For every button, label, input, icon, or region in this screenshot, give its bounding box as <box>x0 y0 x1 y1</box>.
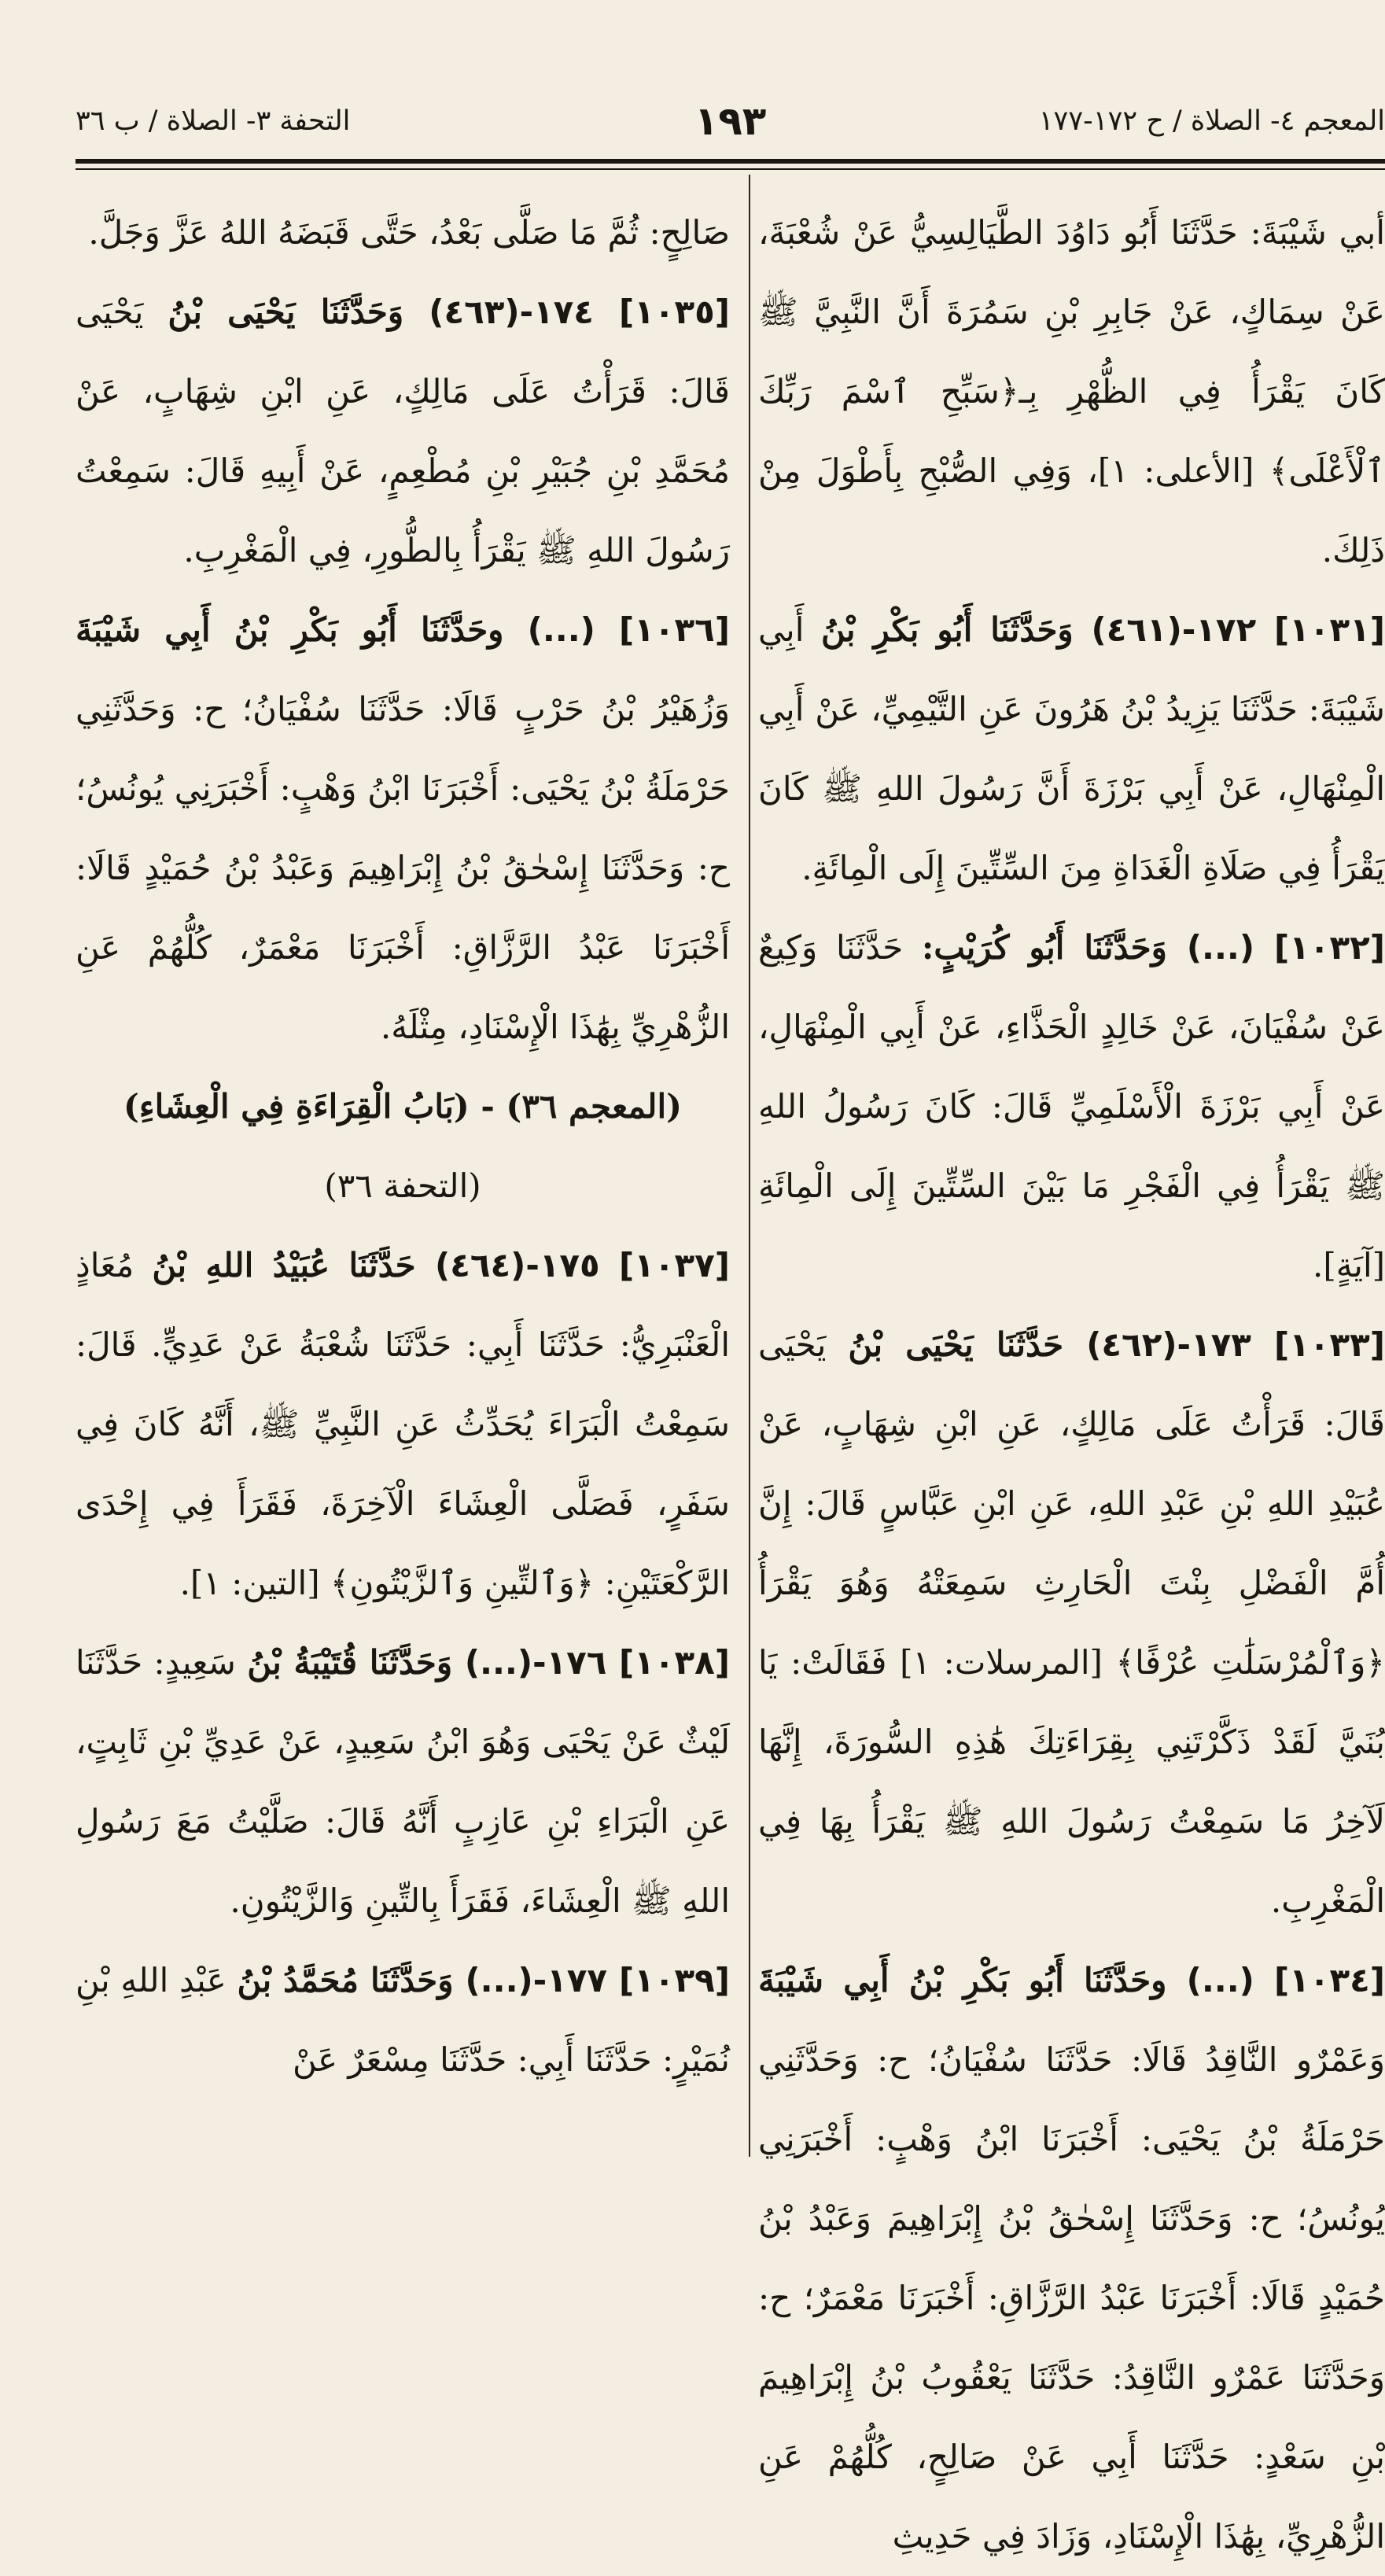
tuhfa-heading: (التحفة ٣٦) <box>324 1166 481 1205</box>
column-divider <box>749 175 750 2157</box>
hadith-number: [١٠٣٢] (...) <box>1186 928 1385 967</box>
hadith-number: [١٠٣١] ١٧٢-(٤٦١) <box>1091 610 1385 649</box>
hadith-lead: وحَدَّثَنَا أَبُو بَكْرِ بْنُ أَبِي شَيْبَةَ <box>76 610 528 649</box>
hadith-text: يَحْيَى قَالَ: قَرَأْتُ عَلَى مَالِكٍ، عَنِ ابْنِ شِهَابٍ، عَنْ مُحَمَّدِ بْنِ جُبَيْرِ بْنِ مُطْعِمٍ، عَنْ أَبِيهِ قَالَ: سَمِعْتُ رَسُولَ اللهِ ﷺ يَقْرَأُ بِالطُّورِ، فِي الْمَغْرِبِ. <box>76 293 730 569</box>
hadith-lead: وَحَدَّثَنَا مُحَمَّدُ بْنُ <box>237 1961 466 1999</box>
hadith-paragraph <box>76 272 730 590</box>
right-column <box>758 193 1385 2556</box>
page-number: ١٩٣ <box>694 98 767 144</box>
hadith-lead: وحَدَّثَنَا أَبُو بَكْرِ بْنُ أَبِي شَيْبَةَ <box>758 1961 1187 1999</box>
header-rule-thick <box>76 159 1385 164</box>
hadith-paragraph <box>758 1940 1385 2576</box>
hadith-paragraph <box>76 1940 730 2099</box>
hadith-text: مُعَاذٍ الْعَنْبَرِيُّ: حَدَّثَنَا أَبِي: حَدَّثَنَا شُعْبَةُ عَنْ عَدِيٍّ. قَالَ: سَمِعْتُ الْبَرَاءَ يُحَدِّثُ عَنِ النَّبِيِّ ﷺ، أَنَّهُ كَانَ فِي سَفَرٍ، فَصَلَّى الْعِشَاءَ الْآخِرَةَ، فَقَرَأَ فِي إِحْدَى الرَّكْعَتَيْنِ: ﴿وَٱلتِّينِ وَٱلزَّيْتُونِ﴾ [التين: ١]. <box>76 1246 730 1602</box>
hadith-paragraph <box>76 590 730 1067</box>
hadith-lead: حَدَّثَنَا عُبَيْدُ اللهِ بْنُ <box>152 1246 436 1284</box>
hadith-number: [١٠٣٧] ١٧٥-(٤٦٤) <box>435 1246 730 1284</box>
hadith-text: وَعَمْرٌو النَّاقِدُ قَالَا: حَدَّثَنَا سُفْيَانُ؛ ح: وَحَدَّثَنِي حَرْمَلَةُ بْنُ يَحْيَى: أَخْبَرَنَا ابْنُ وَهْبٍ: أَخْبَرَنِي يُونُسُ؛ ح: وَحَدَّثَنَا إِسْحٰقُ بْنُ إِبْرَاهِيمَ وَعَبْدُ بْنُ حُمَيْدٍ قَالَا: أَخْبَرَنَا عَبْدُ الرَّزَّاقِ: أَخْبَرَنَا مَعْمَرٌ؛ ح: وَحَدَّثَنَا عَمْرٌو النَّاقِدُ: حَدَّثَنَا يَعْقُوبُ بْنُ إِبْرَاهِيمَ بْنِ سَعْدٍ: حَدَّثَنَا أَبِي عَنْ صَالِحٍ، كُلُّهُمْ عَنِ الزُّهْرِيِّ، بِهَٰذَا الْإِسْنَادِ، وَزَادَ فِي حَدِيثِ <box>758 2040 1385 2556</box>
continuation-text: صَالِحٍ: ثُمَّ مَا صَلَّى بَعْدُ، حَتَّى قَبَضَهُ اللهُ عَزَّ وَجَلَّ. <box>88 213 730 252</box>
hadith-lead: وَحَدَّثَنَا أَبُو كُرَيْبٍ: <box>921 928 1187 967</box>
left-column <box>76 193 730 2151</box>
hadith-lead: وَحَدَّثَنَا قُتَيْبَةُ بْنُ <box>247 1643 465 1682</box>
hadith-number: [١٠٣٥] ١٧٤-(٤٦٣) <box>429 293 730 331</box>
hadith-paragraph <box>76 1225 730 1623</box>
hadith-lead: وَحَدَّثَنَا يَحْيَى بْنُ <box>168 293 429 331</box>
hadith-number: [١٠٣٦] (...) <box>527 610 730 649</box>
hadith-number: [١٠٣٤] (...) <box>1186 1961 1385 1999</box>
hadith-lead: حَدَّثَنَا يَحْيَى بْنُ <box>848 1325 1087 1364</box>
hadith-lead: وَحَدَّثَنَا أَبُو بَكْرِ بْنُ <box>820 610 1092 649</box>
header-right-reference: المعجم ٤- الصلاة / ح ١٧٢-١٧٧ <box>1038 105 1385 137</box>
hadith-text: حَدَّثَنَا وَكِيعٌ عَنْ سُفْيَانَ، عَنْ خَالِدٍ الْحَذَّاءِ، عَنْ أَبِي الْمِنْهَالِ، عَنْ أَبِي بَرْزَةَ الْأَسْلَمِيِّ قَالَ: كَانَ رَسُولُ اللهِ ﷺ يَقْرَأُ فِي الْفَجْرِ مَا بَيْنَ السِّتِّينَ إِلَى الْمِائَةِ [آيَةٍ]. <box>758 928 1385 1284</box>
hadith-paragraph <box>758 1305 1385 1940</box>
running-header <box>76 93 1385 149</box>
hadith-number: [١٠٣٩] ١٧٧-(...) <box>465 1961 730 1999</box>
header-left-reference: التحفة ٣- الصلاة / ب ٣٦ <box>76 105 351 137</box>
continuation-text: أبي شَيْبَةَ: حَدَّثَنَا أَبُو دَاوُدَ الطَّيَالِسِيُّ عَنْ شُعْبَةَ، عَنْ سِمَاكٍ، عَنْ جَابِرِ بْنِ سَمُرَةَ أَنَّ النَّبِيَّ ﷺ كَانَ يَقْرَأُ فِي الظُّهْرِ بِـ﴿سَبِّحِ ٱسْمَ رَبِّكَ ٱلْأَعْلَى﴾ [الأعلى: ١]، وَفِي الصُّبْحِ بِأَطْوَلَ مِنْ ذَلِكَ. <box>758 213 1385 569</box>
hadith-paragraph <box>758 908 1385 1305</box>
chapter-heading: (المعجم ٣٦) - (بَابُ الْقِرَاءَةِ فِي الْعِشَاءِ) <box>123 1087 683 1126</box>
hadith-text: وَزُهَيْرُ بْنُ حَرْبٍ قَالَا: حَدَّثَنَا سُفْيَانُ؛ ح: وَحَدَّثَنِي حَرْمَلَةُ بْنُ يَحْيَى: أَخْبَرَنَا ابْنُ وَهْبٍ: أَخْبَرَنِي يُونُسُ؛ ح: وَحَدَّثَنَا إِسْحٰقُ بْنُ إِبْرَاهِيمَ وَعَبْدُ بْنُ حُمَيْدٍ قَالَا: أَخْبَرَنَا عَبْدُ الرَّزَّاقِ: أَخْبَرَنَا مَعْمَرٌ، كُلُّهُمْ عَنِ الزُّهْرِيِّ بِهَٰذَا الْإِسْنَادِ، مِثْلَهُ. <box>76 690 730 1046</box>
hadith-text: عَبْدِ اللهِ بْنِ نُمَيْرٍ: حَدَّثَنَا أَبِي: حَدَّثَنَا مِسْعَرٌ عَنْ <box>76 1961 730 2079</box>
hadith-paragraph <box>76 1623 730 1940</box>
hadith-number: [١٠٣٨] ١٧٦-(...) <box>464 1643 730 1682</box>
hadith-text: سَعِيدٍ: حَدَّثَنَا لَيْثٌ عَنْ يَحْيَى وَهُوَ ابْنُ سَعِيدٍ، عَنْ عَدِيِّ بْنِ ثَابِتٍ، عَنِ الْبَرَاءِ بْنِ عَازِبٍ أَنَّهُ قَالَ: صَلَّيْتُ مَعَ رَسُولِ اللهِ ﷺ الْعِشَاءَ، فَقَرَأَ بِالتِّينِ وَالزَّيْتُونِ. <box>76 1643 730 1920</box>
header-rule-thin <box>76 168 1385 170</box>
hadith-text: أَبِي شَيْبَةَ: حَدَّثَنَا يَزِيدُ بْنُ هَرُونَ عَنِ التَّيْمِيِّ، عَنْ أَبِي الْمِنْهَالِ، عَنْ أَبِي بَرْزَةَ أَنَّ رَسُولَ اللهِ ﷺ كَانَ يَقْرَأُ فِي صَلَاةِ الْغَدَاةِ مِنَ السِّتِّينَ إِلَى الْمِائَةِ. <box>758 610 1385 887</box>
hadith-paragraph <box>758 590 1385 908</box>
hadith-number: [١٠٣٣] ١٧٣-(٤٦٢) <box>1086 1325 1385 1364</box>
hadith-text: يَحْيَى قَالَ: قَرَأْتُ عَلَى مَالِكٍ، عَنِ ابْنِ شِهَابٍ، عَنْ عُبَيْدِ اللهِ بْنِ عَبْدِ اللهِ، عَنِ ابْنِ عَبَّاسٍ قَالَ: إِنَّ أُمَّ الْفَضْلِ بِنْتَ الْحَارِثِ سَمِعَتْهُ وَهُوَ يَقْرَأُ ﴿وَٱلْمُرْسَلَٰتِ عُرْفًا﴾ [المرسلات: ١] فَقَالَتْ: يَا بُنَيَّ لَقَدْ ذَكَّرْتَنِي بِقِرَاءَتِكَ هَٰذِهِ السُّورَةَ، إِنَّهَا لَآخِرُ مَا سَمِعْتُ رَسُولَ اللهِ ﷺ يَقْرَأُ بِهَا فِي الْمَغْرِبِ. <box>758 1325 1385 1920</box>
